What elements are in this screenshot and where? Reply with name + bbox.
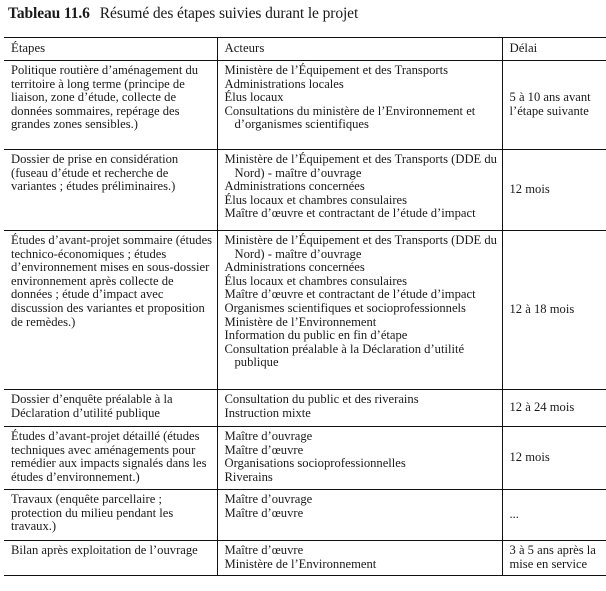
cell-delai: 5 à 10 ans avant l’étape suivante xyxy=(502,61,606,150)
actor-item: Administrations locales xyxy=(224,76,344,91)
cell-acteurs xyxy=(217,541,502,576)
cell-delai: 3 à 5 ans après la mise en service xyxy=(502,541,606,576)
table-row xyxy=(4,231,606,390)
cell-etape: Dossier d’enquête préalable à la Déclaration d’utilité publique xyxy=(4,390,217,427)
cell-etape: Études d’avant-projet détaillé (études techniques avec aménagements pour remédier aux impacts signalés dans les études d’environnement.) xyxy=(4,427,217,490)
actor-item: Organismes scientifiques et socioprofessionnels xyxy=(224,300,466,315)
actor-item: Riverains xyxy=(224,469,273,484)
actor-item: Consultations du ministère de l’Environnement et d’organismes scientifiques xyxy=(224,103,476,132)
cell-acteurs xyxy=(217,150,502,231)
table-row xyxy=(4,390,606,427)
actor-item: Maître d’ouvrage xyxy=(224,429,313,443)
table-row xyxy=(4,541,606,576)
actor-item: Ministère de l’Environnement xyxy=(224,314,377,329)
actor-item: Administrations concernées xyxy=(224,260,365,275)
steps-table xyxy=(4,37,606,576)
table-row xyxy=(4,150,606,231)
cell-acteurs xyxy=(217,390,502,427)
actor-item: Maître d’œuvre xyxy=(224,543,304,557)
cell-delai: 12 à 24 mois xyxy=(502,390,606,427)
table-row xyxy=(4,61,606,150)
cell-acteurs xyxy=(217,231,502,390)
actor-item: Élus locaux et chambres consulaires xyxy=(224,192,408,207)
actor-item: Ministère de l’Environnement xyxy=(224,556,377,571)
actor-item: Instruction mixte xyxy=(224,405,311,420)
actor-item: Ministère de l’Équipement et des Transports (DDE du Nord) - maître d’ouvrage xyxy=(224,152,497,180)
table-number: Tableau 11.6 xyxy=(8,5,90,22)
cell-acteurs xyxy=(217,427,502,490)
actor-item: Organisations socioprofessionnelles xyxy=(224,456,406,471)
actor-item: Maître d’œuvre et contractant de l’étude d’impact xyxy=(224,206,476,221)
actor-item: Maître d’ouvrage xyxy=(224,492,313,506)
header-row xyxy=(4,38,606,61)
header-acteurs: Acteurs xyxy=(217,38,502,61)
cell-etape: Dossier de prise en considération (fuseau d’étude et recherche de variantes ; études préliminaires.) xyxy=(4,150,217,231)
table-row xyxy=(4,490,606,541)
cell-delai: 12 à 18 mois xyxy=(502,231,606,390)
actor-item: Ministère de l’Équipement et des Transports (DDE du Nord) - maître d’ouvrage xyxy=(224,233,497,261)
cell-etape: Travaux (enquête parcellaire ; protection du milieu pendant les travaux.) xyxy=(4,490,217,541)
actor-item: Ministère de l’Équipement et des Transports xyxy=(224,63,449,77)
table-caption xyxy=(8,5,358,23)
cell-acteurs xyxy=(217,490,502,541)
header-delai: Délai xyxy=(502,38,606,61)
cell-delai: 12 mois xyxy=(502,427,606,490)
actor-item: Élus locaux xyxy=(224,90,284,105)
cell-delai: 12 mois xyxy=(502,150,606,231)
cell-delai: ... xyxy=(502,490,606,541)
actor-item: Maître d’œuvre et contractant de l’étude d’impact xyxy=(224,287,476,302)
actor-item: Maître d’œuvre xyxy=(224,505,304,520)
actor-item: Information du public en fin d’étape xyxy=(224,328,408,343)
header-etapes: Étapes xyxy=(4,38,217,61)
cell-etape: Politique routière d’aménagement du territoire à long terme (principe de liaison, zone d’étude, collecte de données sommaires, repérage des grandes zones sensibles.) xyxy=(4,61,217,150)
cell-acteurs xyxy=(217,61,502,150)
table-title: Résumé des étapes suivies durant le projet xyxy=(99,5,359,22)
cell-etape: Études d’avant-projet sommaire (études technico-économiques ; études d’environnement mises en sous-dossier environnement après collecte de données ; étude d’impact avec discussion des variantes et proposition de remèdes.) xyxy=(4,231,217,390)
actor-item: Consultation préalable à la Déclaration d’utilité publique xyxy=(224,341,465,370)
actor-item: Maître d’œuvre xyxy=(224,442,304,457)
cell-etape: Bilan après exploitation de l’ouvrage xyxy=(4,541,217,576)
actor-item: Administrations concernées xyxy=(224,179,365,194)
actor-item: Élus locaux et chambres consulaires xyxy=(224,273,408,288)
table-row xyxy=(4,427,606,490)
actor-item: Consultation du public et des riverains xyxy=(224,392,419,406)
